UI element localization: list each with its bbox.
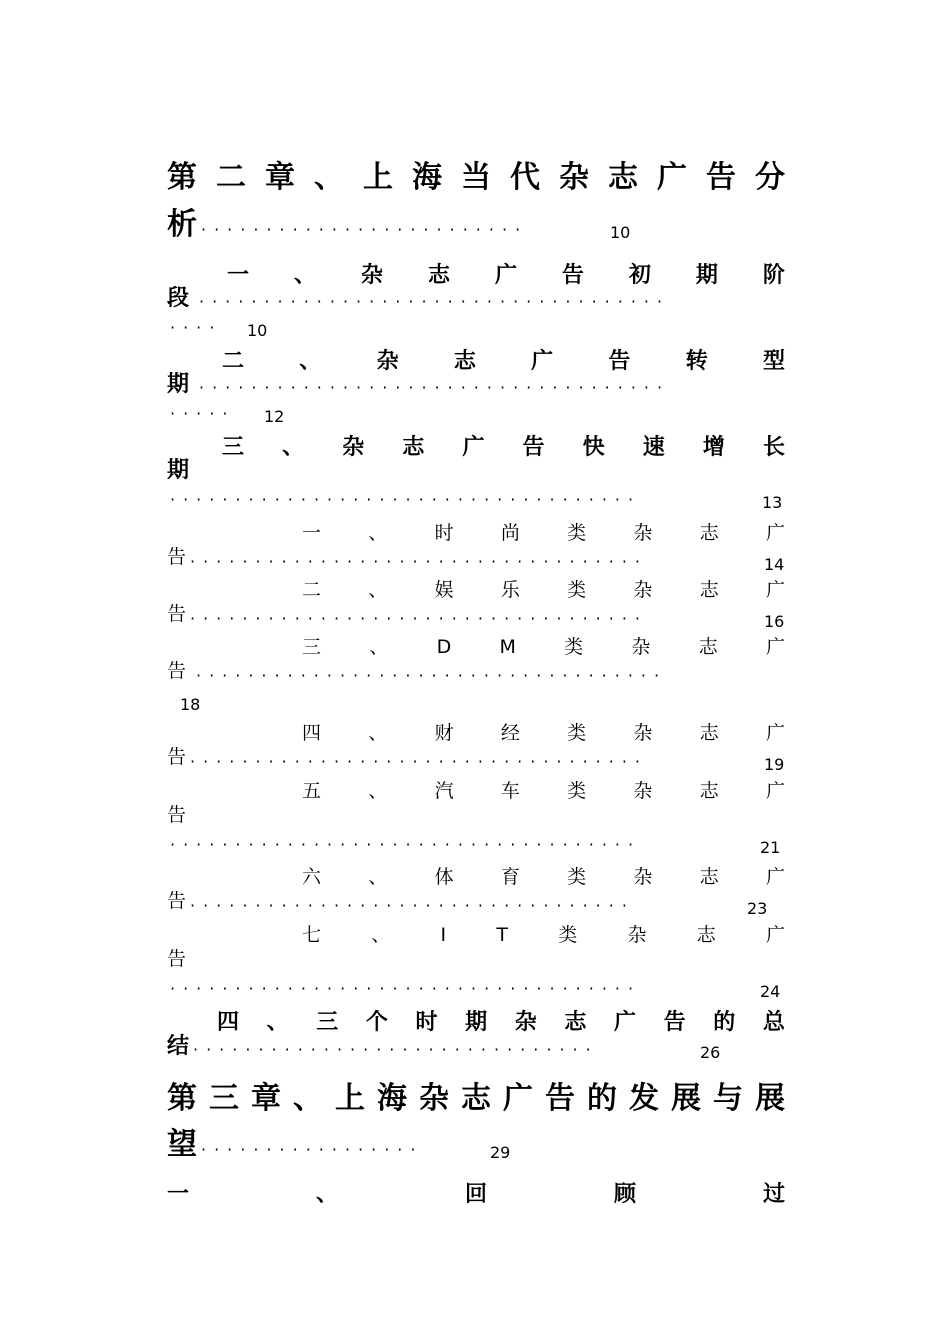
leader-dots: ·······························: [193, 1040, 599, 1059]
toc-entry-r1[interactable]: 一 、 回 顾 过: [167, 1182, 785, 1207]
toc-entry-tail-char: 告: [167, 804, 187, 826]
toc-entry-tail-char: 结: [167, 1034, 190, 1059]
toc-entry-tail: [167, 288, 189, 310]
toc-entry-tail-char: 析: [167, 207, 197, 242]
page-number: 12: [264, 407, 285, 426]
toc-entry-tail-char: 告: [167, 660, 187, 682]
toc-entry-ss3[interactable]: 三 、 D M 类 杂 志 广: [302, 636, 785, 658]
toc-entry-ss5[interactable]: 五 、 汽 车 类 杂 志 广: [302, 780, 785, 802]
toc-entry-ss2[interactable]: 二 、 娱 乐 类 杂 志 广: [302, 579, 785, 601]
toc-entry-tail-char: 期: [167, 458, 190, 483]
leader-dots: ··································: [190, 896, 635, 915]
page-number: 14: [764, 555, 785, 574]
toc-entry-tail-char: 告: [167, 890, 187, 912]
leader-dots: ···································: [190, 752, 649, 771]
page-number: 13: [762, 493, 783, 512]
toc-entry-s3[interactable]: 三 、 杂 志 广 告 快 速 增 长: [222, 435, 785, 460]
leader-dots: ····································: [199, 292, 671, 311]
leader-dots: ····································: [170, 490, 642, 509]
page-number: 24: [760, 982, 781, 1001]
leader-dots: ····································: [170, 835, 642, 854]
page-number: 10: [610, 223, 631, 242]
page-number: 29: [490, 1143, 511, 1162]
page-number: 21: [760, 838, 781, 857]
toc-entry-tail: [167, 950, 186, 969]
toc-entry-tail: [167, 374, 189, 396]
toc-entry-s2[interactable]: 二 、 杂 志 广 告 转 型: [222, 349, 785, 374]
page-number: 16: [764, 612, 785, 631]
toc-entry-tail-char: 望: [167, 1127, 197, 1162]
toc-entry-tail-char: 告: [167, 546, 187, 568]
leader-dots: ····································: [170, 979, 642, 998]
toc-entry-tail-char: 期: [167, 372, 190, 397]
toc-entry-tail: [167, 460, 189, 482]
toc-entry-tail: [167, 548, 186, 567]
toc-entry-ch3[interactable]: 第 三 章 、 上 海 杂 志 广 告 的 发 展 与 展: [167, 1081, 785, 1116]
leader-dots: ·················: [201, 1140, 424, 1159]
toc-entry-tail: [167, 662, 186, 681]
leader-dots: ····································: [196, 666, 668, 685]
toc-entry-tail-char: 告: [167, 948, 187, 970]
toc-entry-tail: [167, 806, 186, 825]
toc-entry-tail: [167, 207, 197, 242]
leader-dots: ·························: [201, 220, 529, 239]
toc-entry-tail: [167, 892, 186, 911]
toc-entry-ss4[interactable]: 四 、 财 经 类 杂 志 广: [302, 722, 785, 744]
page-number: 23: [747, 899, 768, 918]
toc-entry-tail: [167, 1036, 189, 1058]
toc-entry-s4[interactable]: 四 、 三 个 时 期 杂 志 广 告 的 总: [217, 1010, 785, 1035]
toc-entry-tail-char: 段: [167, 286, 190, 311]
toc-entry-tail: [167, 605, 186, 624]
page-number: 18: [180, 695, 201, 714]
leader-dots: ····: [170, 318, 223, 337]
page-number: 26: [700, 1043, 721, 1062]
leader-dots: ···································: [190, 609, 649, 628]
page-number: 10: [247, 321, 268, 340]
toc-entry-ch2[interactable]: 第 二 章 、 上 海 当 代 杂 志 广 告 分: [167, 160, 785, 195]
toc-entry-ss7[interactable]: 七 、 I T 类 杂 志 广: [302, 924, 785, 946]
leader-dots: ·····: [170, 404, 236, 423]
toc-entry-tail: [167, 1127, 197, 1162]
toc-entry-ss6[interactable]: 六 、 体 育 类 杂 志 广: [302, 866, 785, 888]
toc-entry-tail-char: 告: [167, 746, 187, 768]
leader-dots: ···································: [190, 552, 649, 571]
leader-dots: ····································: [199, 378, 671, 397]
toc-entry-s1[interactable]: 一 、 杂 志 广 告 初 期 阶: [227, 263, 785, 288]
page-number: 19: [764, 755, 785, 774]
toc-entry-ss1[interactable]: 一 、 时 尚 类 杂 志 广: [302, 522, 785, 544]
toc-entry-tail-char: 告: [167, 603, 187, 625]
toc-entry-tail: [167, 748, 186, 767]
